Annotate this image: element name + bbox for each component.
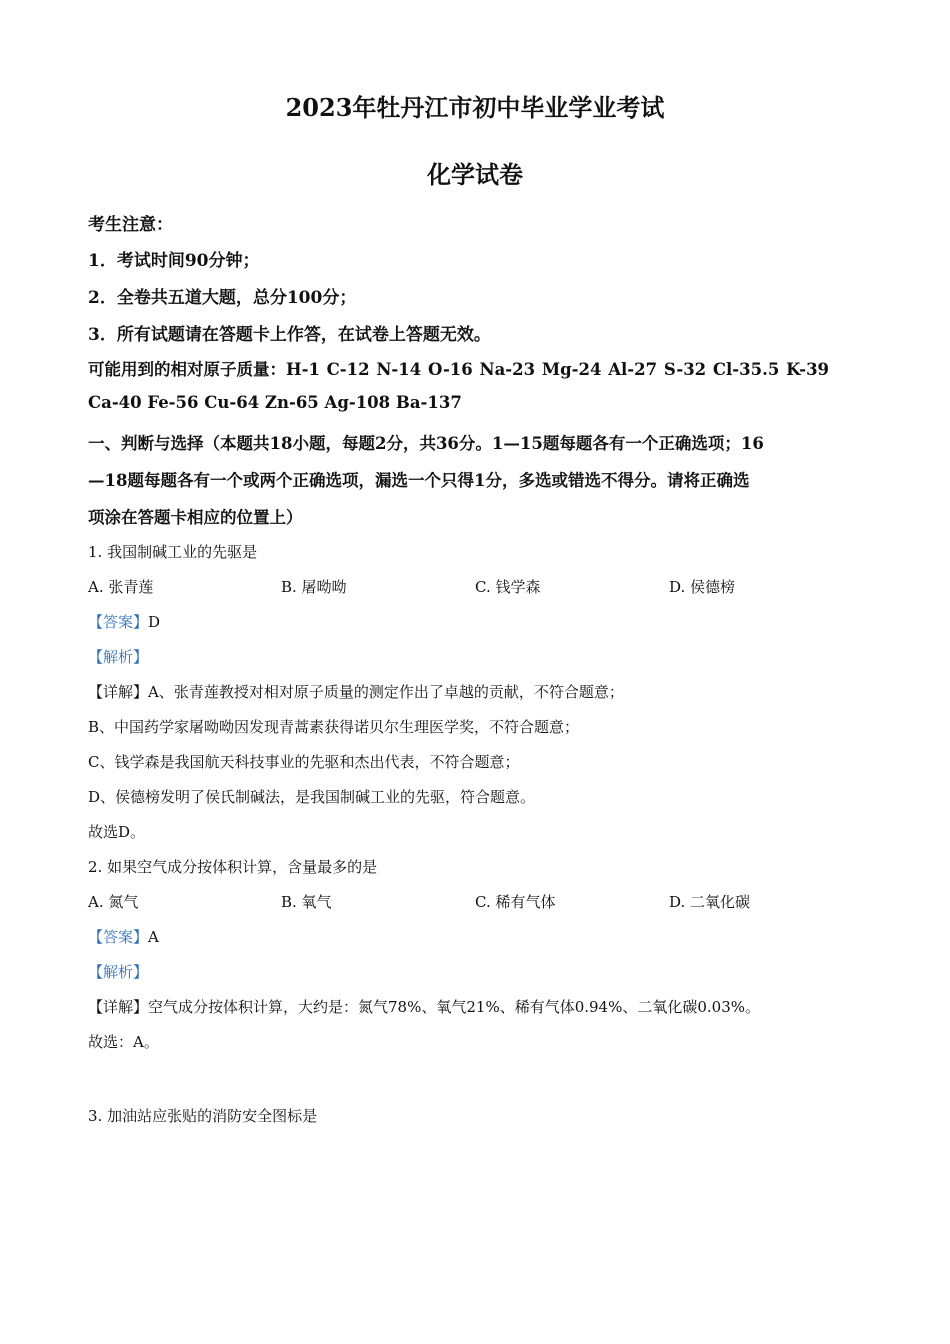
analysis-tag: 【解析】	[88, 963, 149, 981]
option-d: D. 二氧化碳	[669, 893, 751, 911]
detail-tag: 【详解】	[88, 683, 149, 701]
exam-title: 2023年牡丹江市初中毕业学业考试	[285, 93, 665, 122]
answer-line	[88, 611, 160, 632]
notice-item: 3．所有试题请在答题卡上作答，在试卷上答题无效。	[88, 325, 491, 345]
option-c: C. 钱学森	[475, 578, 541, 596]
detail-line	[88, 681, 624, 702]
conclusion: 故选D。	[88, 823, 146, 841]
atomic-mass-line: Ca-40 Fe-56 Cu-64 Zn-65 Ag-108 Ba-137	[88, 393, 462, 412]
option-a: A. 氮气	[88, 893, 139, 911]
option-c: C. 稀有气体	[475, 893, 556, 911]
section-instructions: 一、判断与选择（本题共18小题，每题2分，共36分。1—15题每题各有一个正确选项；16	[88, 434, 764, 453]
section-instructions: —18题每题各有一个或两个正确选项，漏选一个只得1分，多选或错选不得分。请将正确选	[88, 471, 750, 490]
detail-line: C、钱学森是我国航天科技事业的先驱和杰出代表，不符合题意；	[88, 753, 520, 771]
question-stem: 3. 加油站应张贴的消防安全图标是	[88, 1107, 318, 1125]
answer-value: D	[148, 613, 161, 631]
notice-item: 1．考试时间90分钟；	[88, 251, 260, 271]
answer-line	[88, 926, 159, 947]
question-stem: 1. 我国制碱工业的先驱是	[88, 543, 258, 561]
detail-tag: 【详解】	[88, 998, 149, 1016]
detail-line: B、中国药学家屠呦呦因发现青蒿素获得诺贝尔生理医学奖，不符合题意；	[88, 718, 580, 736]
answer-tag: 【答案】	[88, 613, 149, 631]
atomic-mass-line: 可能用到的相对原子质量：H-1 C-12 N-14 O-16 Na-23 Mg-24 Al-27 S-32 Cl-35.5 K-39	[88, 360, 830, 379]
answer-tag: 【答案】	[88, 928, 149, 946]
conclusion: 故选：A。	[88, 1033, 159, 1051]
answer-value: A	[148, 928, 159, 946]
notice-heading: 考生注意：	[88, 215, 173, 235]
option-a: A. 张青莲	[88, 578, 154, 596]
section-instructions: 项涂在答题卡相应的位置上）	[88, 508, 303, 527]
detail-text: 空气成分按体积计算，大约是：氮气78%、氧气21%、稀有气体0.94%、二氧化碳0.03%。	[148, 998, 761, 1016]
detail-line: D、侯德榜发明了侯氏制碱法，是我国制碱工业的先驱，符合题意。	[88, 788, 536, 806]
option-b: B. 屠呦呦	[281, 578, 347, 596]
option-d: D. 侯德榜	[669, 578, 736, 596]
question-stem: 2. 如果空气成分按体积计算，含量最多的是	[88, 858, 378, 876]
detail-text: A、张青莲教授对相对原子质量的测定作出了卓越的贡献，不符合题意；	[148, 683, 624, 701]
detail-line	[88, 996, 760, 1017]
exam-subtitle: 化学试卷	[427, 160, 523, 189]
notice-item: 2．全卷共五道大题，总分100分；	[88, 288, 357, 308]
option-b: B. 氧气	[281, 893, 332, 911]
analysis-tag: 【解析】	[88, 648, 149, 666]
